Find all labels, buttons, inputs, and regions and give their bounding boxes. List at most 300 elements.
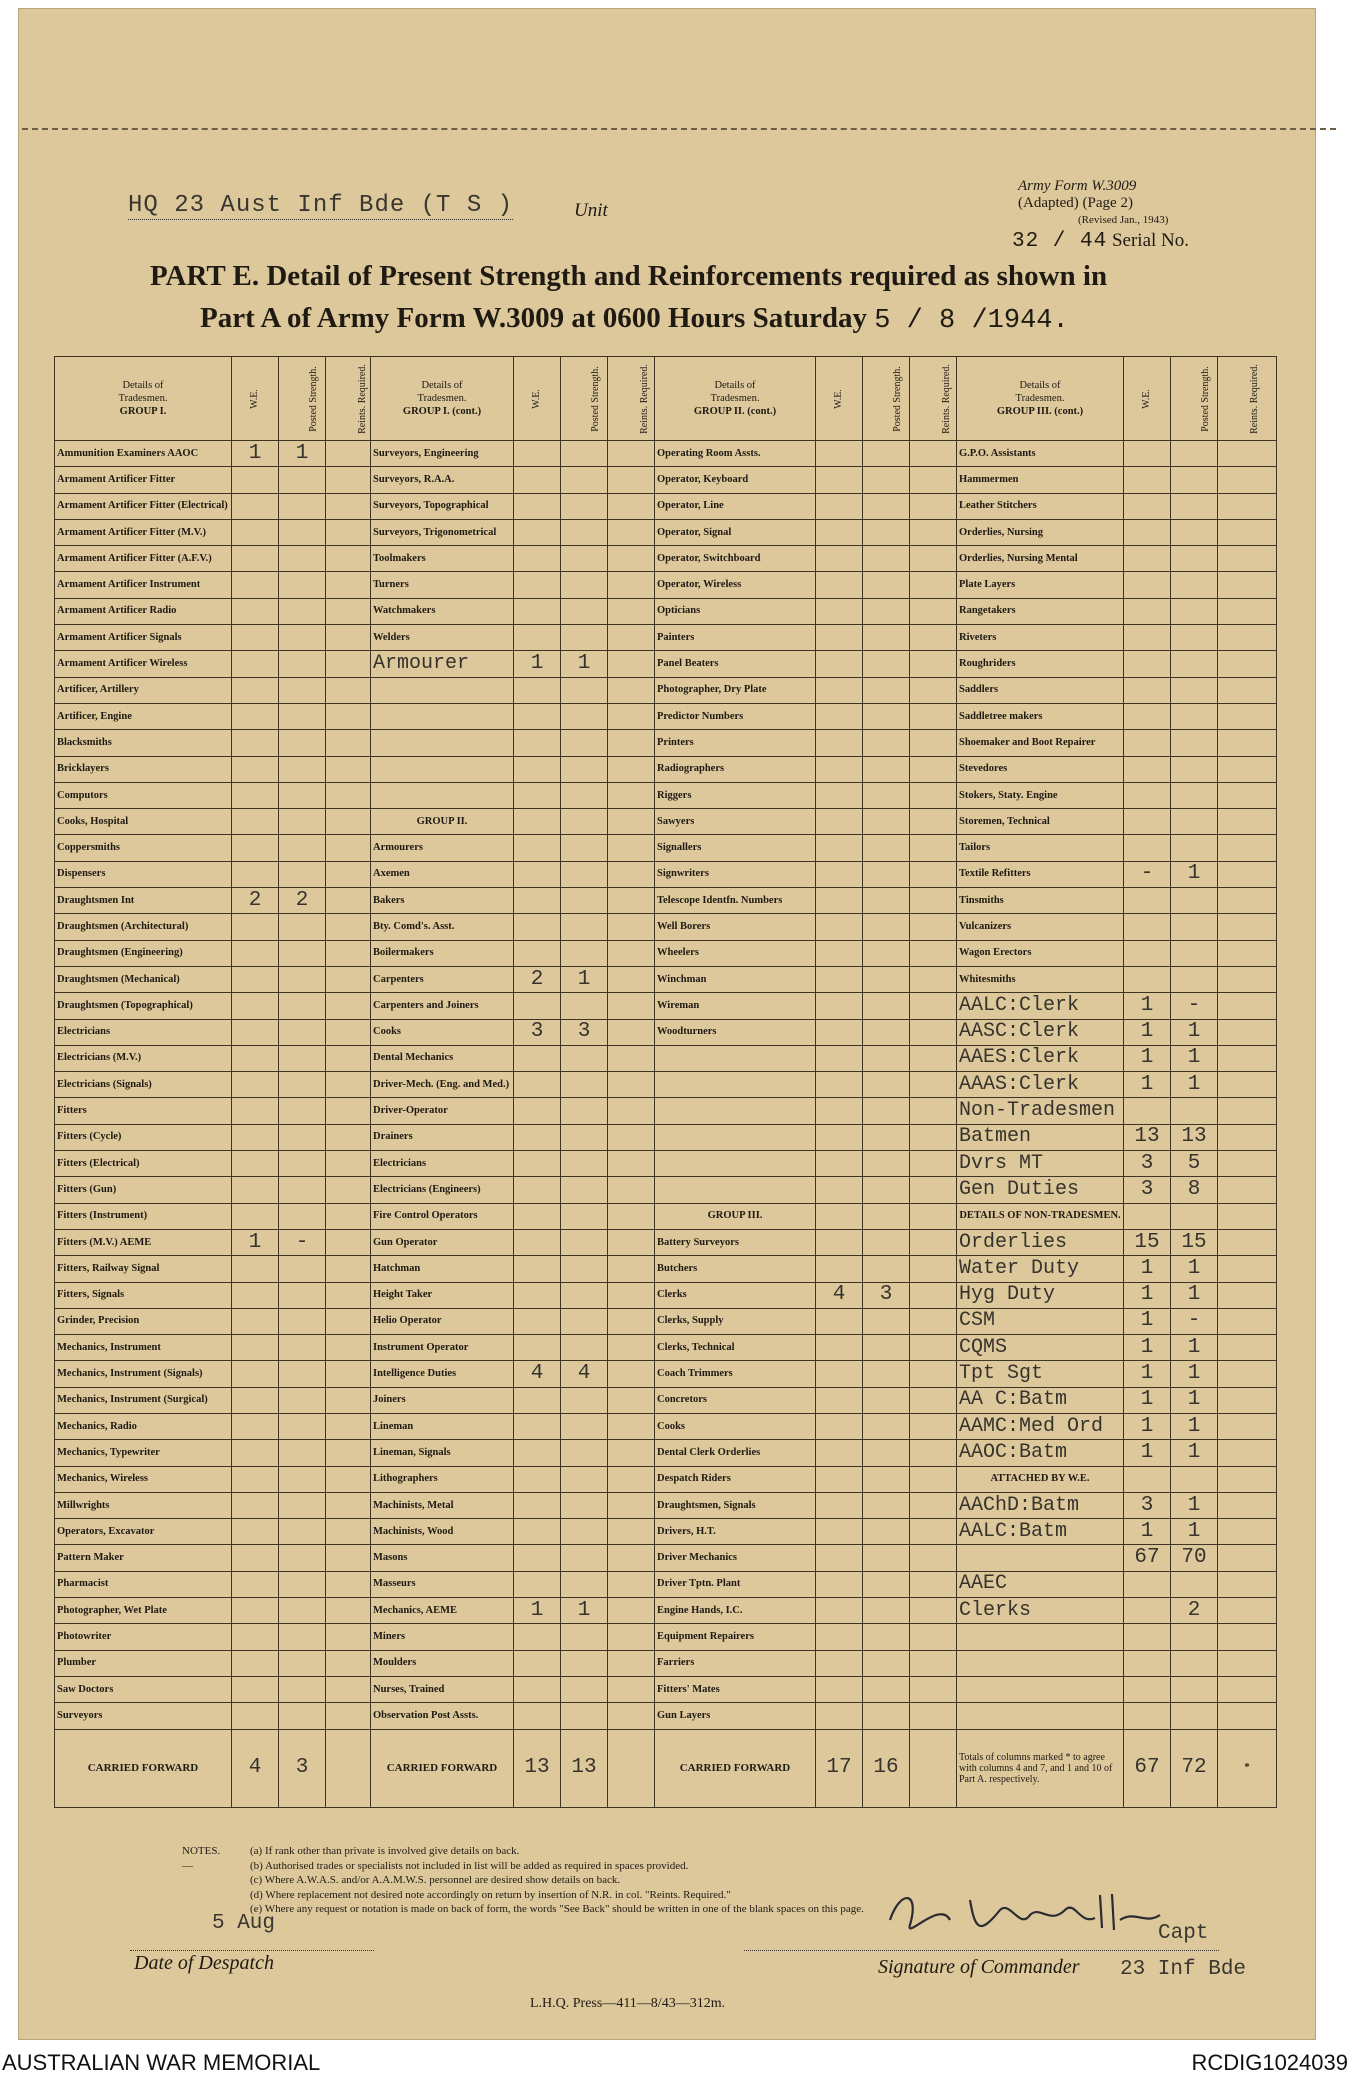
reints-value [1218,1203,1277,1229]
posted-value [279,1203,326,1229]
posted-value [863,1019,910,1045]
we-value [1124,1203,1171,1229]
reints-value [910,703,957,729]
reints-value [910,546,957,572]
reints-value [608,625,655,651]
reints-value [608,861,655,887]
we-value [816,1098,863,1124]
we-value [232,1676,279,1702]
table-row [55,1098,1277,1124]
carried-forward-label: CARRIED FORWARD [655,1729,816,1807]
table-row [55,1177,1277,1203]
posted-value [863,493,910,519]
trade-label: Coppersmiths [55,835,232,861]
cf-g2-posted: 13 [561,1729,608,1807]
posted-value: 1 [1171,1361,1218,1387]
table-row [55,1519,1277,1545]
we-value [232,1282,279,1308]
trade-label: Welders [371,625,514,651]
we-value [1124,1598,1171,1624]
trade-label: Bricklayers [55,756,232,782]
trade-label: Stokers, Staty. Engine [957,782,1124,808]
posted-value [863,1387,910,1413]
we-value [514,940,561,966]
trade-label: Butchers [655,1256,816,1282]
header-reints: Reints. Required. [608,357,655,441]
reints-value [1218,1256,1277,1282]
posted-value [279,782,326,808]
posted-value [1171,888,1218,914]
posted-value [863,1098,910,1124]
reints-value [1218,651,1277,677]
trade-label: Driver-Mech. (Eng. and Med.) [371,1072,514,1098]
header-reints: Reints. Required. [1218,357,1277,441]
posted-value [561,1703,608,1729]
reints-value [608,809,655,835]
reints-value [326,677,371,703]
we-value [816,835,863,861]
trade-label: Joiners [371,1387,514,1413]
trade-label [655,1151,816,1177]
trade-label: Fitters (Instrument) [55,1203,232,1229]
posted-value: 1 [1171,1413,1218,1439]
trade-label: Surveyors, R.A.A. [371,467,514,493]
we-value [816,1177,863,1203]
we-value [816,625,863,651]
reints-value [910,1151,957,1177]
trade-label: Water Duty [957,1256,1124,1282]
posted-value [863,1676,910,1702]
reints-value [1218,1598,1277,1624]
we-value [514,1124,561,1150]
reints-value [1218,1072,1277,1098]
reints-value [326,1124,371,1150]
we-value [816,1545,863,1571]
reints-value [326,1519,371,1545]
we-value [816,1676,863,1702]
we-value [514,1571,561,1597]
posted-value [1171,441,1218,467]
reints-value [326,1335,371,1361]
reints-value [326,519,371,545]
trade-label: Mechanics, Instrument (Surgical) [55,1387,232,1413]
table-row [55,861,1277,887]
trade-label: Hatchman [371,1256,514,1282]
posted-value [561,677,608,703]
note-e: (e) Where any request or notation is made on back of form, the words "See Back" should be written in one of the blank spaces on this page. [250,1903,864,1915]
we-value [816,651,863,677]
we-value: 1 [1124,1440,1171,1466]
posted-value [863,1571,910,1597]
signatory-unit: 23 Inf Bde [1120,1958,1247,1981]
form-name: Army Form W.3009 [1018,178,1137,194]
we-value: 4 [514,1361,561,1387]
posted-value: 13 [1171,1124,1218,1150]
posted-value [561,467,608,493]
posted-value [279,1177,326,1203]
posted-value [279,703,326,729]
trade-label: Electricians [371,1151,514,1177]
reints-value [1218,493,1277,519]
reints-value [326,1019,371,1045]
we-value [816,756,863,782]
trade-label: Armament Artificer Fitter (M.V.) [55,519,232,545]
we-value [232,809,279,835]
posted-value: 2 [1171,1598,1218,1624]
trade-label: Armament Artificer Wireless [55,651,232,677]
trade-label: Cooks [371,1019,514,1045]
reints-value [1218,519,1277,545]
posted-value [863,546,910,572]
trade-label: Predictor Numbers [655,703,816,729]
we-value [232,1703,279,1729]
reints-value [1218,756,1277,782]
reints-value [608,1229,655,1255]
reints-value [608,1335,655,1361]
reints-value [1218,598,1277,624]
posted-value [863,651,910,677]
header-we: W.E. [232,357,279,441]
trade-label: Operating Room Assts. [655,441,816,467]
header-we: W.E. [1124,357,1171,441]
reints-value [910,1440,957,1466]
trade-label: Electricians (Engineers) [371,1177,514,1203]
reints-value [326,782,371,808]
trade-label: Turners [371,572,514,598]
table-row [55,1466,1277,1492]
table-row [55,1387,1277,1413]
reints-value [326,1282,371,1308]
posted-value [1171,782,1218,808]
we-value [514,1098,561,1124]
we-value [514,835,561,861]
trade-label: Lineman, Signals [371,1440,514,1466]
we-value [1124,493,1171,519]
we-value [514,493,561,519]
cf-g3-posted: 16 [863,1729,910,1807]
we-value [816,966,863,992]
we-value [514,782,561,808]
posted-value [1171,651,1218,677]
reints-value [1218,888,1277,914]
we-value [816,1703,863,1729]
reints-value [910,1019,957,1045]
reints-value [1218,1466,1277,1492]
reints-value [910,1598,957,1624]
trade-label: Farriers [655,1650,816,1676]
posted-value [561,1466,608,1492]
trade-label: Electricians [55,1019,232,1045]
posted-value [279,940,326,966]
reints-value [608,1308,655,1334]
table-row [55,1598,1277,1624]
trade-label: Dental Clerk Orderlies [655,1440,816,1466]
posted-value [279,1098,326,1124]
trade-label: Non-Tradesmen [957,1098,1124,1124]
we-value [514,1519,561,1545]
trade-label: Electricians (Signals) [55,1072,232,1098]
reints-value [1218,1545,1277,1571]
reints-value [326,966,371,992]
reints-value [608,651,655,677]
reints-value [326,1361,371,1387]
trade-label: Armament Artificer Signals [55,625,232,651]
posted-value [863,1545,910,1571]
signature-label: Signature of Commander [878,1956,1080,1978]
posted-value [279,467,326,493]
trade-label: Artificer, Engine [55,703,232,729]
reints-value [910,1256,957,1282]
trade-label: Draughtsmen (Topographical) [55,993,232,1019]
we-value: 1 [1124,1019,1171,1045]
trade-label [371,782,514,808]
title-text: Part A of Army Form W.3009 at 0600 Hours Saturday [200,302,867,334]
reints-value [326,1492,371,1518]
we-value: 1 [1124,1282,1171,1308]
we-value [514,1466,561,1492]
despatch-label: Date of Despatch [134,1952,274,1974]
reints-value [326,1098,371,1124]
trade-label: Toolmakers [371,546,514,572]
trade-label: Mechanics, Instrument (Signals) [55,1361,232,1387]
trade-label: Photographer, Wet Plate [55,1598,232,1624]
trade-label: Millwrights [55,1492,232,1518]
we-value [816,914,863,940]
posted-value: - [279,1229,326,1255]
we-value [232,1650,279,1676]
posted-value: 1 [1171,1019,1218,1045]
trade-label: Armourers [371,835,514,861]
trade-label: Armament Artificer Radio [55,598,232,624]
posted-value [1171,1571,1218,1597]
posted-value [561,861,608,887]
trade-label: AAOC:Batm [957,1440,1124,1466]
we-value [514,1335,561,1361]
reints-value [1218,625,1277,651]
we-value [1124,441,1171,467]
we-value [232,1624,279,1650]
posted-value [1171,966,1218,992]
total-posted: 72 [1171,1729,1218,1807]
trade-label: Lineman [371,1413,514,1439]
we-value [232,1151,279,1177]
reints-value [910,835,957,861]
reints-value [910,809,957,835]
we-value: 13 [1124,1124,1171,1150]
posted-value [279,651,326,677]
we-value [232,1124,279,1150]
reints-value [608,914,655,940]
we-value [232,1492,279,1518]
we-value [514,756,561,782]
posted-value [1171,1466,1218,1492]
reints-value [608,888,655,914]
trade-label: Fitters (Gun) [55,1177,232,1203]
we-value [816,677,863,703]
we-value [816,1466,863,1492]
reints-value [326,651,371,677]
posted-value [561,756,608,782]
posted-value [1171,914,1218,940]
table-row [55,703,1277,729]
trade-label: Helio Operator [371,1308,514,1334]
reints-value [1218,1335,1277,1361]
reints-value [608,1151,655,1177]
reints-value [910,625,957,651]
table-row [55,940,1277,966]
signatory-rank: Capt [1158,1922,1209,1945]
reints-value [910,1282,957,1308]
posted-value [279,1650,326,1676]
posted-value [561,1124,608,1150]
reints-value [326,703,371,729]
trade-label: Telescope Identfn. Numbers [655,888,816,914]
table-row [55,467,1277,493]
posted-value: 1 [561,651,608,677]
reints-value [910,1703,957,1729]
we-value [514,703,561,729]
posted-value [863,598,910,624]
cf-g2-we: 13 [514,1729,561,1807]
posted-value [863,1492,910,1518]
trade-label: Signwriters [655,861,816,887]
we-value [816,1308,863,1334]
trade-label: Wagon Erectors [957,940,1124,966]
reints-value [608,1256,655,1282]
we-value: 2 [514,966,561,992]
posted-value [863,782,910,808]
reints-value [608,1492,655,1518]
we-value: 1 [1124,1308,1171,1334]
we-value [816,1151,863,1177]
trade-label: ATTACHED BY W.E. [957,1466,1124,1492]
posted-value [279,1045,326,1071]
reints-value [326,1203,371,1229]
we-value [816,940,863,966]
trade-label: Equipment Repairers [655,1624,816,1650]
reints-value [1218,1282,1277,1308]
table-row [55,1545,1277,1571]
header-we: W.E. [514,357,561,441]
reints-value [326,572,371,598]
trade-label: Gun Layers [655,1703,816,1729]
we-value [514,1676,561,1702]
table-row [55,625,1277,651]
posted-value [279,1519,326,1545]
reints-value [608,940,655,966]
posted-value [863,809,910,835]
reints-value [326,1229,371,1255]
we-value: 1 [1124,993,1171,1019]
reints-value [608,1177,655,1203]
posted-value [863,1624,910,1650]
trade-label: Ammunition Examiners AAOC [55,441,232,467]
reints-value [1218,1308,1277,1334]
we-value [1124,966,1171,992]
trade-label: Draughtsmen (Architectural) [55,914,232,940]
trade-label [371,677,514,703]
we-value [1124,1676,1171,1702]
we-value [816,1598,863,1624]
posted-value [279,1282,326,1308]
trade-label: Draughtsmen, Signals [655,1492,816,1518]
trade-label: Operators, Excavator [55,1519,232,1545]
table-row [55,1229,1277,1255]
reints-value [326,441,371,467]
trade-label: Drainers [371,1124,514,1150]
reints-value [910,1571,957,1597]
posted-value [863,966,910,992]
posted-value [1171,1624,1218,1650]
we-value [514,1387,561,1413]
trade-label: Carpenters [371,966,514,992]
reints-value [910,1098,957,1124]
trade-label [957,1676,1124,1702]
trade-label: Operator, Wireless [655,572,816,598]
posted-value [561,1203,608,1229]
reints-value [608,1124,655,1150]
trade-label: Leather Stitchers [957,493,1124,519]
trade-label: Clerks [655,1282,816,1308]
trade-label: Lithographers [371,1466,514,1492]
notes-lead: NOTES.— [182,1845,221,1872]
posted-value [279,861,326,887]
we-value [1124,1098,1171,1124]
reints-value [326,493,371,519]
table-row [55,1492,1277,1518]
form-id-block [1018,178,1203,229]
trade-label: CQMS [957,1335,1124,1361]
trade-label: Concretors [655,1387,816,1413]
trade-label: Instrument Operator [371,1335,514,1361]
posted-value [561,1335,608,1361]
reints-value [326,809,371,835]
posted-value [863,888,910,914]
trade-label [957,1545,1124,1571]
reints-value [608,1019,655,1045]
trade-label [655,1177,816,1203]
commander-signature [880,1880,1180,1950]
posted-value [863,625,910,651]
reints-value [910,1072,957,1098]
we-value [1124,914,1171,940]
trade-label: Plate Layers [957,572,1124,598]
reints-value [1218,1676,1277,1702]
reints-value [326,546,371,572]
reints-value [326,1650,371,1676]
posted-value: 1 [1171,1519,1218,1545]
posted-value: 4 [561,1361,608,1387]
we-value [514,1229,561,1255]
reints-value [1218,1387,1277,1413]
trade-label [655,1045,816,1071]
we-value [1124,1571,1171,1597]
we-value: 4 [816,1282,863,1308]
posted-value [1171,519,1218,545]
we-value [1124,1703,1171,1729]
carried-forward-row [55,1729,1277,1807]
we-value: 1 [514,1598,561,1624]
posted-value [279,1676,326,1702]
we-value [1124,756,1171,782]
reints-value [1218,1177,1277,1203]
we-value [232,572,279,598]
trade-label: Operator, Line [655,493,816,519]
table-row [55,1361,1277,1387]
posted-value [279,598,326,624]
we-value [1124,835,1171,861]
reints-value [608,1203,655,1229]
